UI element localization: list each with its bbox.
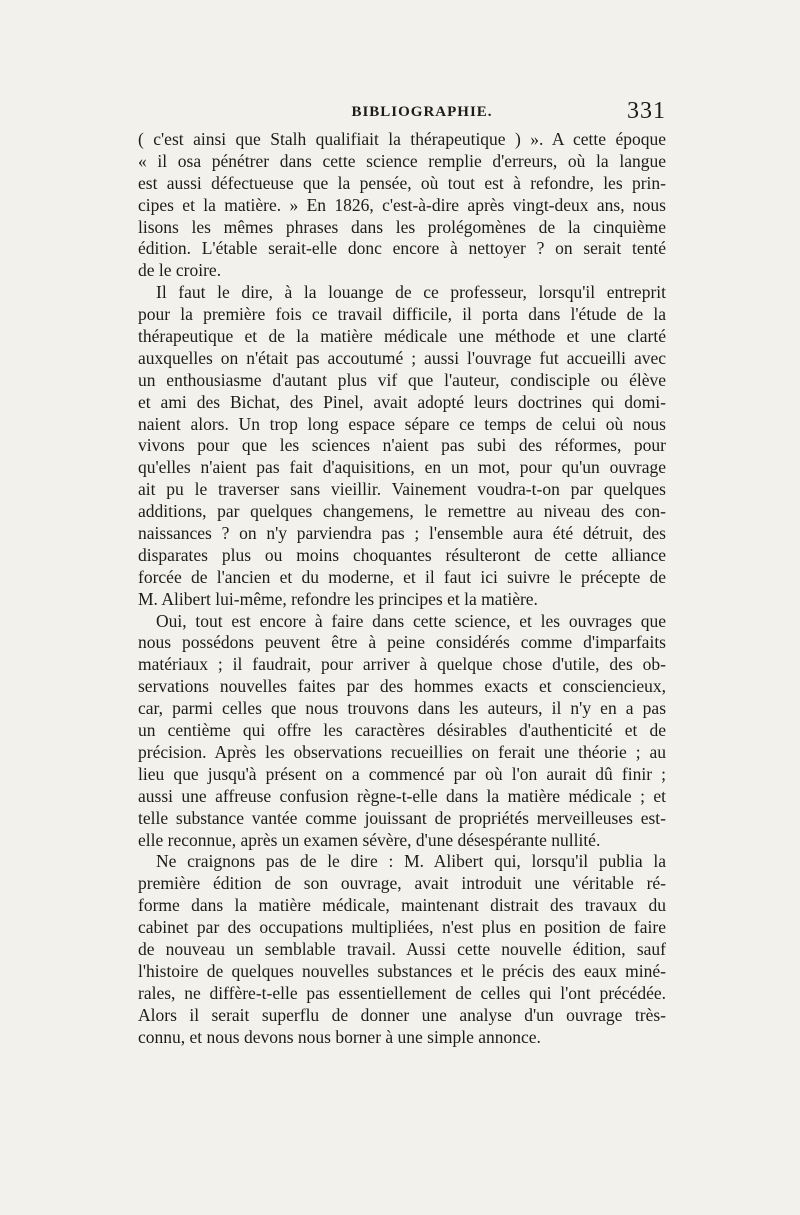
page-number: 331 [627,98,666,124]
text-line: un enthousiasme d'autant plus vif que l'auteur, condisciple ou élève [138,369,666,390]
text-line: est aussi défectueuse que la pensée, où tout est à refondre, les prin- [138,172,666,193]
text-line: M. Alibert lui-même, refondre les principes et la matière. [138,588,538,609]
running-title: BIBLIOGRAPHIE. [351,104,493,120]
text-line: de nouveau un semblable travail. Aussi cette nouvelle édition, sauf [138,938,666,959]
text-line: thérapeutique et de la matière médicale une méthode et une clarté [138,326,666,347]
text-line: première édition de son ouvrage, avait introduit une véritable ré- [138,873,666,894]
text-line: Oui, tout est encore à faire dans cette science, et les ouvrages que [156,610,666,631]
text-line: Il faut le dire, à la louange de ce professeur, lorsqu'il entreprit [156,282,666,303]
text-line: additions, par quelques changemens, le remettre au niveau des con- [138,501,666,522]
text-line: disparates plus ou moins choquantes résulteront de cette alliance [138,544,666,565]
text-line: l'histoire de quelques nouvelles substances et le précis des eaux miné- [138,960,666,981]
text-line: forme dans la matière médicale, maintenant distrait des travaux du [138,895,666,916]
text-line: ( c'est ainsi que Stalh qualifiait la thérapeutique ) ». A cette époque [138,129,666,149]
text-line: Alors il serait superflu de donner une analyse d'un ouvrage très- [138,1004,666,1025]
running-head [138,98,666,128]
text-line: matériaux ; il faudrait, pour arriver à quelque chose d'utile, des ob- [138,654,666,675]
text-line: naient alors. Un trop long espace sépare ce temps de celui où nous [138,413,666,434]
text-line: vivons pour que les sciences n'aient pas subi des réformes, pour [138,435,666,456]
text-line: auxquelles on n'était pas accoutumé ; aussi l'ouvrage fut accueilli avec [138,347,666,368]
text-line: forcée de l'ancien et du moderne, et il faut ici suivre le précepte de [138,566,666,587]
text-line: édition. L'étable serait-elle donc encore à nettoyer ? on serait tenté [138,238,666,259]
text-line: Ne craignons pas de le dire : M. Alibert qui, lorsqu'il publia la [156,851,666,872]
text-line: aussi une affreuse confusion règne-t-elle dans la matière médicale ; et [138,785,666,806]
text-line: qu'elles n'aient pas fait d'aquisitions, en un mot, pour qu'un ouvrage [138,457,666,478]
text-line: précision. Après les observations recueillies on ferait une théorie ; au [138,741,666,762]
text-line: lieu que jusqu'à présent on a commencé par où l'on aurait dû finir ; [138,763,666,784]
text-line: rales, ne diffère-t-elle pas essentiellement de celles qui l'ont précédée. [138,982,666,1003]
text-line: car, parmi celles que nous trouvons dans les auteurs, il n'y en a pas [138,698,666,719]
text-line: ait pu le traverser sans vieillir. Vainement voudra-t-on par quelques [138,479,666,500]
text-line: elle reconnue, après un examen sévère, d'une désespérante nullité. [138,829,601,850]
text-line: et ami des Bichat, des Pinel, avait adopté leurs doctrines qui domi- [138,391,666,412]
text-line: nous possédons peuvent être à peine considérés comme d'imparfaits [138,632,666,653]
text-line: cabinet par des occupations multipliées, n'est plus en position de faire [138,917,666,938]
text-line: telle substance vantée comme jouissant de propriétés merveilleuses est- [138,807,666,828]
text-line: naissances ? on n'y parviendra pas ; l'ensemble aura été détruit, des [138,523,666,544]
text-line: « il osa pénétrer dans cette science remplie d'erreurs, où la langue [138,150,666,171]
text-line: servations nouvelles faites par des hommes exacts et consciencieux, [138,676,666,697]
text-line: connu, et nous devons nous borner à une simple annonce. [138,1026,541,1047]
text-line: de le croire. [138,260,222,281]
text-line: pour la première fois ce travail difficile, il porta dans l'étude de la [138,304,666,325]
text-line: lisons les mêmes phrases dans les prolégomènes de la cinquième [138,216,666,237]
text-line: un centième qui offre les caractères désirables d'authenticité et de [138,720,666,741]
text-line: cipes et la matière. » En 1826, c'est-à-dire après vingt-deux ans, nous [138,194,666,215]
body-text [138,129,666,1048]
